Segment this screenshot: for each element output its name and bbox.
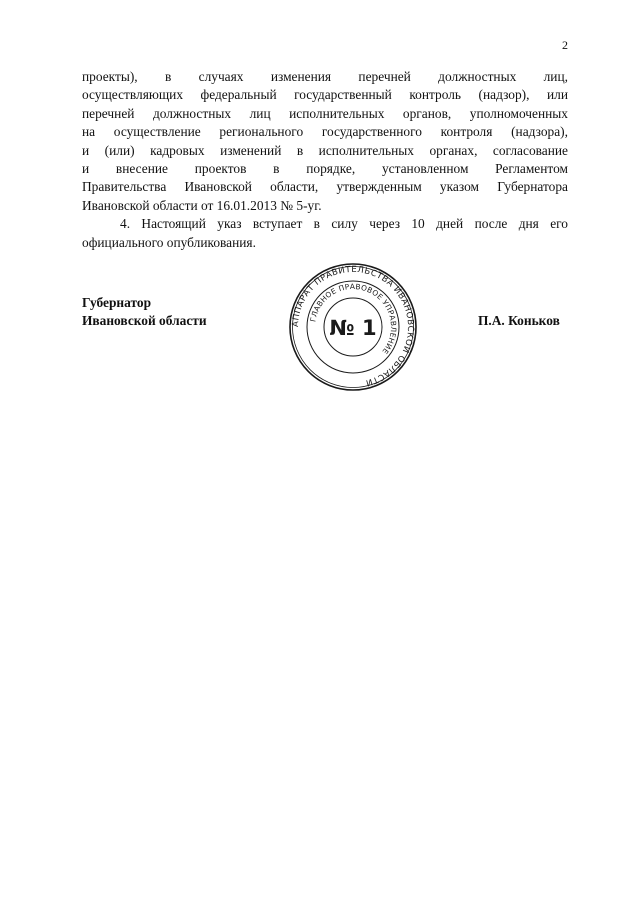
body-line: перечней должностных лиц исполнительных органов, уполномоченных: [82, 105, 568, 121]
signatory-name: П.А. Коньков: [478, 313, 560, 328]
body-line: и внесение проектов в порядке, установленном Регламентом: [82, 160, 568, 176]
document-body: [82, 68, 568, 252]
stamp-center-number: № 1: [329, 316, 377, 340]
body-line: официального опубликования.: [82, 234, 256, 250]
signatory-title-line: Ивановской области: [82, 313, 207, 329]
signatory-title-line: Губернатор: [82, 295, 152, 310]
body-line: на осуществление регионального государственного контроля (надзора),: [82, 124, 568, 140]
body-line: Правительства Ивановской области, утвержденным указом Губернатора: [82, 179, 568, 195]
signatory-title: [82, 294, 207, 331]
page-number: 2: [562, 38, 568, 52]
official-stamp: [288, 262, 418, 392]
body-line: осуществляющих федеральный государственный контроль (надзор), или: [82, 87, 568, 103]
body-line: 4. Настоящий указ вступает в силу через 10 дней после дня его: [120, 216, 568, 232]
body-line: проекты), в случаях изменения перечней должностных лиц,: [82, 69, 568, 84]
body-line: Ивановской области от 16.01.2013 № 5-уг.: [82, 197, 322, 213]
stamp-seal-icon: [288, 262, 418, 392]
stamp-outer-text: АППАРАТ ПРАВИТЕЛЬСТВА ИВАНОВСКОЙ ОБЛАСТИ: [290, 264, 416, 388]
stamp-inner-text: ГЛАВНОЕ ПРАВОВОЕ УПРАВЛЕНИЕ: [308, 281, 399, 356]
body-line: и (или) кадровых изменений в исполнительных органах, согласование: [82, 142, 568, 158]
